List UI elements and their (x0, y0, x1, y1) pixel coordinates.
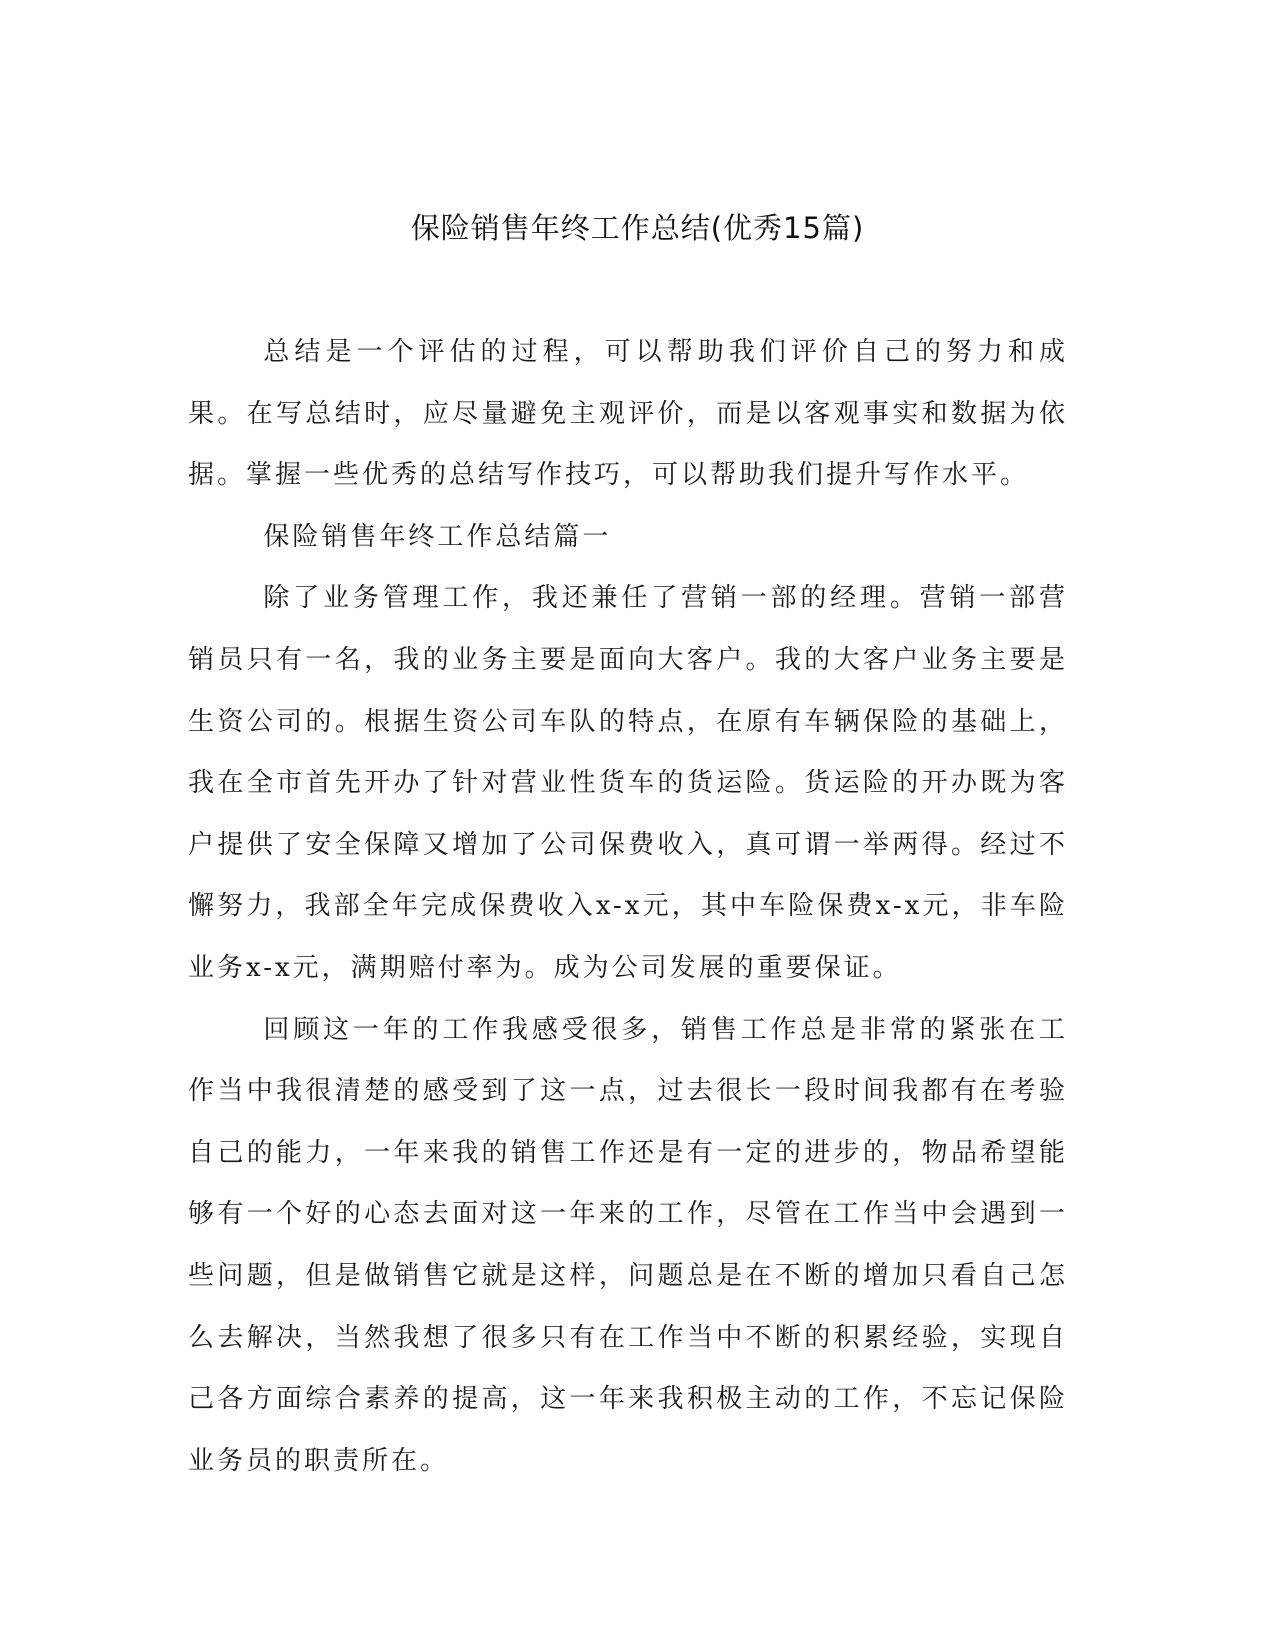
body-paragraph: 回顾这一年的工作我感受很多，销售工作总是非常的紧张在工作当中我很清楚的感受到了这一点，过去很长一段时间我都有在考验自己的能力，一年来我的销售工作还是有一定的进步的，物品希望能够有一个好的心态去面对这一年来的工作，尽管在工作当中会遇到一些问题，但是做销售它就是这样，问题总是在不断的增加只看自己怎么去解决，当然我想了很多只有在工作当中不断的积累经验，实现自己各方面综合素养的提高，这一年来我积极主动的工作，不忘记保险业务员的职责所在。 (188, 1014, 1068, 1476)
body-paragraph: 除了业务管理工作，我还兼任了营销一部的经理。营销一部营销员只有一名，我的业务主要是面向大客户。我的大客户业务主要是生资公司的。根据生资公司车队的特点，在原有车辆保险的基础上，我在全市首先开办了针对营业性货车的货运险。货运险的开办既为客户提供了安全保障又增加了公司保费收入，真可谓一举两得。经过不懈努力，我部全年完成保费收入x-x元，其中车险保费x-x元，非车险业务x-x元，满期赔付率为。成为公司发展的重要保证。 (188, 583, 1068, 983)
section-heading: 保险销售年终工作总结篇一 (263, 521, 612, 552)
document-body (188, 322, 1068, 1492)
intro-paragraph: 总结是一个评估的过程，可以帮助我们评价自己的努力和成果。在写总结时，应尽量避免主观评价，而是以客观事实和数据为依据。掌握一些优秀的总结写作技巧，可以帮助我们提升写作水平。 (188, 337, 1068, 491)
document-title: 保险销售年终工作总结(优秀15篇) (410, 211, 865, 245)
